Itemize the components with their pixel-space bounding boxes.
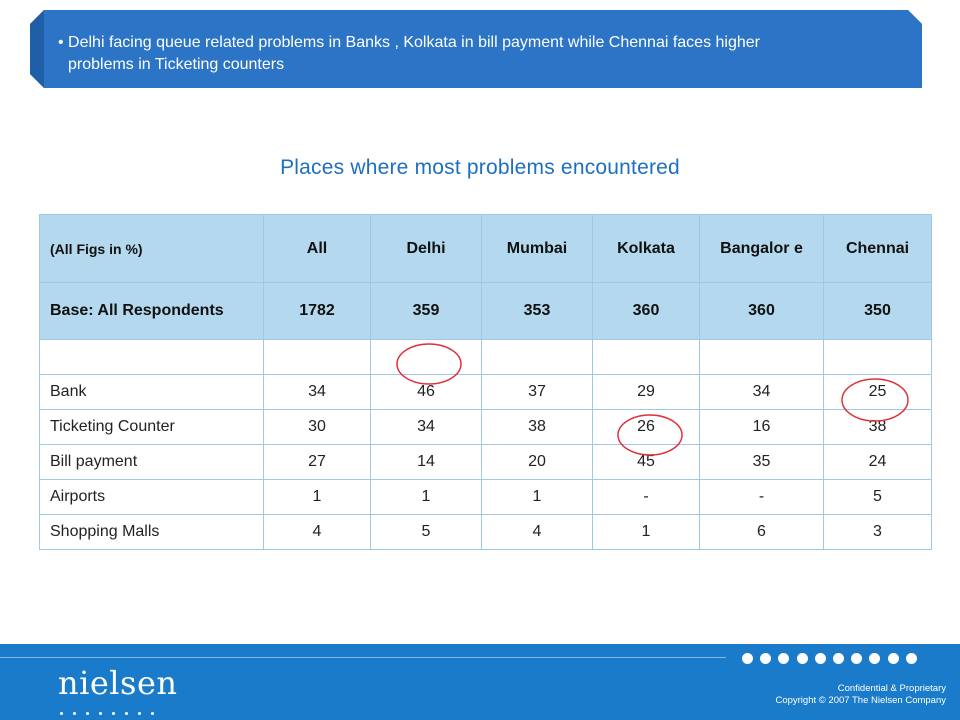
- table-cell: 34: [371, 410, 482, 445]
- table-cell: 1: [482, 480, 593, 515]
- dot-icon: [833, 653, 844, 664]
- dot-icon: [869, 653, 880, 664]
- row-label: Bill payment: [40, 445, 264, 480]
- base-cell: 1782: [264, 283, 371, 340]
- table-row: [40, 410, 932, 445]
- table-cell: 4: [264, 515, 371, 550]
- logo-dots: [60, 702, 164, 720]
- table-cell: 20: [482, 445, 593, 480]
- table-cell: 30: [264, 410, 371, 445]
- banner-line-1: • Delhi facing queue related problems in Banks , Kolkata in bill payment while Chennai faces higher: [58, 34, 760, 51]
- dot-icon: [906, 653, 917, 664]
- table-cell: 14: [371, 445, 482, 480]
- base-cell: 350: [824, 283, 932, 340]
- dot-icon: [815, 653, 826, 664]
- problems-table: [39, 214, 932, 550]
- dot-icon: [851, 653, 862, 664]
- table-header-row: [40, 215, 932, 283]
- table-cell: 34: [264, 375, 371, 410]
- base-cell-label: Base: All Respondents: [40, 283, 264, 340]
- header-cell-bangalore: Bangalor e: [700, 215, 824, 283]
- banner-text: [58, 32, 908, 76]
- table-cell: 16: [700, 410, 824, 445]
- table-cell: 1: [264, 480, 371, 515]
- table-cell: 35: [700, 445, 824, 480]
- table-cell: 34: [700, 375, 824, 410]
- table-row: [40, 445, 932, 480]
- copyright-notice: [775, 683, 946, 707]
- table-row: [40, 375, 932, 410]
- base-cell: 353: [482, 283, 593, 340]
- base-cell: 360: [593, 283, 700, 340]
- dot-icon: [742, 653, 753, 664]
- table-cell: 3: [824, 515, 932, 550]
- dot-icon: [760, 653, 771, 664]
- confidential-label: Confidential & Proprietary: [837, 683, 946, 694]
- header-cell-mumbai: Mumbai: [482, 215, 593, 283]
- dot-icon: [888, 653, 899, 664]
- header-cell-label: (All Figs in %): [40, 215, 264, 283]
- table-base-row: [40, 283, 932, 340]
- footer-divider: [0, 657, 726, 658]
- table-cell: 29: [593, 375, 700, 410]
- table-cell: -: [593, 480, 700, 515]
- table-cell: 1: [371, 480, 482, 515]
- row-label: Bank: [40, 375, 264, 410]
- table-cell: 46: [371, 375, 482, 410]
- header-cell-delhi: Delhi: [371, 215, 482, 283]
- table-row: [40, 480, 932, 515]
- table-cell: -: [700, 480, 824, 515]
- table-cell: 4: [482, 515, 593, 550]
- header-cell-all: All: [264, 215, 371, 283]
- page-title: Places where most problems encountered: [280, 156, 680, 179]
- table-cell: 6: [700, 515, 824, 550]
- copyright-label: Copyright © 2007 The Nielsen Company: [775, 695, 946, 706]
- row-label: Shopping Malls: [40, 515, 264, 550]
- dot-icon: [797, 653, 808, 664]
- table-cell: 45: [593, 445, 700, 480]
- table-spacer-row: [40, 340, 932, 375]
- table-cell: 24: [824, 445, 932, 480]
- table-cell: 38: [824, 410, 932, 445]
- base-cell: 360: [700, 283, 824, 340]
- table-cell: 1: [593, 515, 700, 550]
- header-cell-chennai: Chennai: [824, 215, 932, 283]
- table-cell: 38: [482, 410, 593, 445]
- row-label: Airports: [40, 480, 264, 515]
- base-cell: 359: [371, 283, 482, 340]
- nielsen-logo: nielsen: [58, 664, 178, 702]
- header-cell-kolkata: Kolkata: [593, 215, 700, 283]
- row-label: Ticketing Counter: [40, 410, 264, 445]
- table-cell: 5: [824, 480, 932, 515]
- summary-banner: [30, 10, 922, 88]
- table-cell: 26: [593, 410, 700, 445]
- table-cell: 25: [824, 375, 932, 410]
- table-cell: 27: [264, 445, 371, 480]
- table-cell: 37: [482, 375, 593, 410]
- footer-dots: [742, 651, 924, 669]
- dot-icon: [778, 653, 789, 664]
- table-row: [40, 515, 932, 550]
- table-cell: 5: [371, 515, 482, 550]
- banner-line-2: problems in Ticketing counters: [68, 56, 285, 73]
